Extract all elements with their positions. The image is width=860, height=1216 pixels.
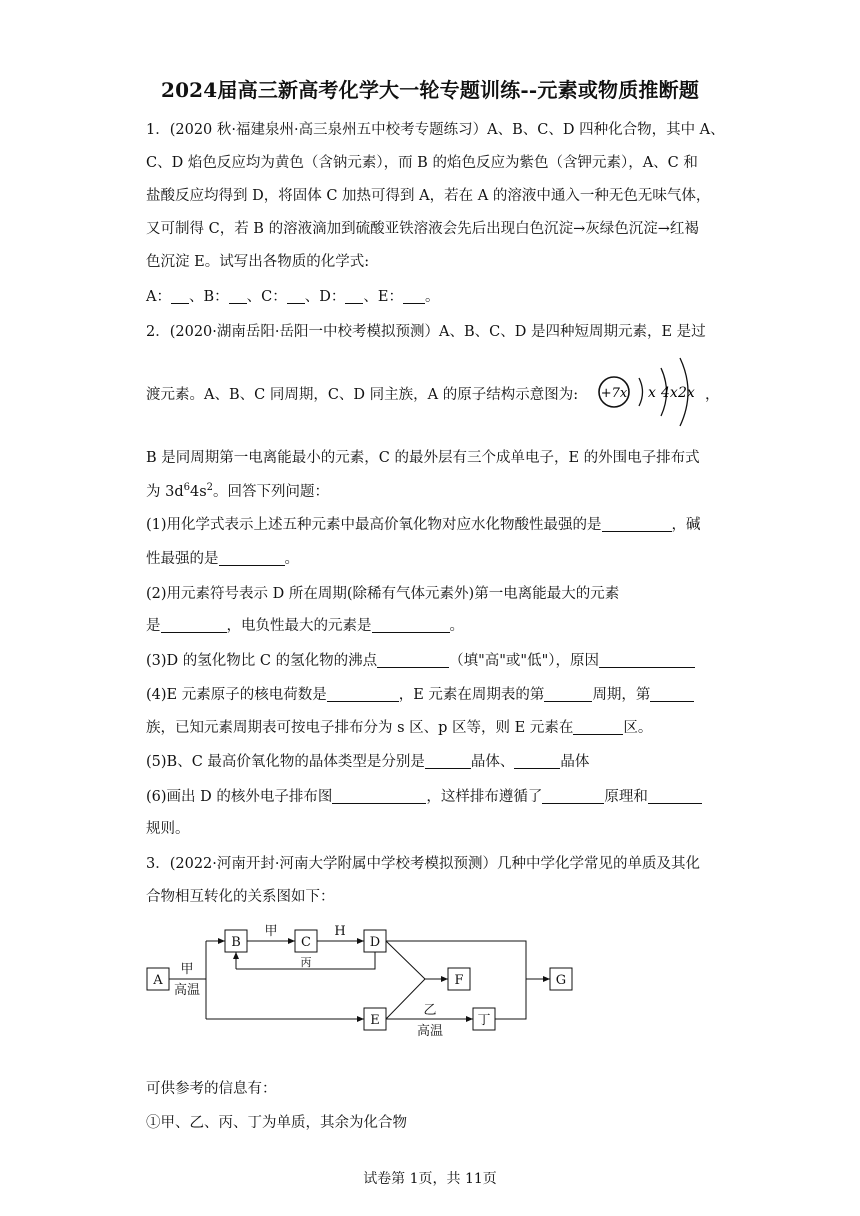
q2-p5-text-a: (5)B、C 最高价氧化物的晶体类型是分别是 xyxy=(146,754,425,770)
q2-part-6-line-2: 规则。 xyxy=(146,821,190,837)
q2-p6-text-b: ，这样排布遵循了 xyxy=(426,789,543,805)
q1-line-5: 色沉淀 E。试写出各物质的化学式: xyxy=(146,254,370,270)
q2-part-2-line-2 xyxy=(146,614,464,635)
q2-p4-text-c: 周期，第 xyxy=(592,687,651,703)
q2-p2-blank-2[interactable] xyxy=(372,618,450,634)
label-G: G xyxy=(555,973,567,988)
q2-line-3: B 是同周期第一电离能最小的元素，C 的最外层有三个成单电子，E 的外围电子排布式 xyxy=(146,450,700,466)
q1-label-c: 、C： xyxy=(246,289,287,305)
atom-structure-diagram xyxy=(596,352,716,432)
label-yi: 乙 xyxy=(423,1003,437,1018)
q1-blank-b[interactable] xyxy=(229,289,247,305)
q1-line-3: 盐酸反应均得到 D，将固体 C 加热可得到 A，若在 A 的溶液中通入一种无色无味气体， xyxy=(146,188,711,204)
label-gaowen-2: 高温 xyxy=(416,1024,444,1039)
q2-p2-blank-1[interactable] xyxy=(161,618,227,634)
q2-p3-text-a: (3)D 的氢化物比 C 的氢化物的沸点 xyxy=(146,653,378,669)
label-bing: 丙 xyxy=(300,956,312,969)
q2-line-4-b: 4s xyxy=(190,484,207,500)
conversion-relation-diagram xyxy=(140,915,590,1040)
q2-line-4-c: 。回答下列问题： xyxy=(213,484,330,500)
q2-p6-blank-3[interactable] xyxy=(648,789,702,805)
q3-line-2: 合物相互转化的关系图如下： xyxy=(146,889,335,905)
q3-info-1: ①甲、乙、丙、丁为单质，其余为化合物 xyxy=(146,1115,407,1131)
q2-p1-text-b: ，碱 xyxy=(671,517,701,533)
q1-blank-e[interactable] xyxy=(403,289,425,305)
q2-p4-blank-3[interactable] xyxy=(650,687,694,703)
q2-p4-blank-1[interactable] xyxy=(327,687,399,703)
q1-label-b: 、B： xyxy=(188,289,229,305)
label-E: E xyxy=(370,1013,380,1028)
label-D: D xyxy=(369,935,381,950)
q2-sup-6: 6 xyxy=(183,482,190,494)
q2-p6-text-c: 原理和 xyxy=(604,789,648,805)
q2-p5-text-b: 晶体、 xyxy=(470,754,515,770)
shell-1-electrons: x xyxy=(648,385,656,401)
q2-p3-blank-1[interactable] xyxy=(377,653,449,669)
q2-part-6-line-1 xyxy=(146,785,702,806)
q3-line-1: 3．(2022·河南开封·河南大学附属中学校考模拟预测）几种中学化学常见的单质及其化 xyxy=(146,856,700,872)
q1-blank-c[interactable] xyxy=(287,289,305,305)
q2-line-1: 2．(2020·湖南岳阳·岳阳一中校考模拟预测）A、B、C、D 是四种短周期元素，E 是过 xyxy=(146,324,706,340)
q2-sup-2: 2 xyxy=(206,482,214,494)
nucleus-charge: +7x xyxy=(600,386,628,401)
page-footer: 试卷第 1页，共 11页 xyxy=(363,1171,497,1187)
q1-blank-d[interactable] xyxy=(345,289,363,305)
label-B: B xyxy=(231,935,241,950)
q1-label-d: 、D： xyxy=(304,289,346,305)
q2-part-2-line-1: (2)用元素符号表示 D 所在周期(除稀有气体元素外)第一电离能最大的元素 xyxy=(146,586,620,602)
q1-line-1: 1．(2020 秋·福建泉州·高三泉州五中校考专题练习）A、B、C、D 四种化合物，其中 A、 xyxy=(146,122,725,138)
shell-3-electrons: 2x xyxy=(678,385,695,401)
q1-line-2: C、D 焰色反应均为黄色（含钠元素），而 B 的焰色反应为紫色（含钾元素），A、C 和 xyxy=(146,155,698,171)
q1-line-4: 又可制得 C，若 B 的溶液滴加到硫酸亚铁溶液会先后出现白色沉淀→灰绿色沉淀→红褐 xyxy=(146,221,699,237)
q1-label-e: 、E： xyxy=(363,289,403,305)
q2-p5-blank-1[interactable] xyxy=(425,754,471,770)
q2-p5-blank-2[interactable] xyxy=(514,754,560,770)
q2-line-2-end: ， xyxy=(705,387,720,403)
label-H: H xyxy=(334,924,346,939)
q2-part-4-line-1 xyxy=(146,683,694,704)
q2-p4-text-b: ，E 元素在周期表的第 xyxy=(398,687,545,703)
q1-end: 。 xyxy=(424,289,440,305)
q2-part-5 xyxy=(146,750,589,771)
q2-p4-text-e: 区。 xyxy=(623,720,653,736)
q2-p3-text-b: （填"高"或"低"），原因 xyxy=(449,653,600,669)
q2-p1-blank-2[interactable] xyxy=(219,551,285,567)
q2-p4-text-a: (4)E 元素原子的核电荷数是 xyxy=(146,687,327,703)
q2-p4-text-d: 族，已知元素周期表可按电子排布分为 s 区、p 区等，则 E 元素在 xyxy=(146,720,574,736)
label-C: C xyxy=(301,935,311,950)
q2-p1-text-d: 。 xyxy=(284,551,299,567)
q2-part-1-line-2 xyxy=(146,547,299,568)
q2-p4-blank-4[interactable] xyxy=(573,720,623,736)
q2-part-4-line-2 xyxy=(146,716,652,737)
q2-p6-blank-2[interactable] xyxy=(542,789,604,805)
q2-line-2 xyxy=(146,383,578,404)
q2-p1-text: (1)用化学式表示上述五种元素中最高价氧化物对应水化物酸性最强的是 xyxy=(146,517,602,533)
q2-p5-text-c: 晶体 xyxy=(560,754,590,770)
q2-p2-text-b: 是 xyxy=(146,618,161,634)
page-title: 2024届高三新高考化学大一轮专题训练--元素或物质推断题 xyxy=(160,78,700,102)
q2-p3-blank-2[interactable] xyxy=(599,653,695,669)
q2-p6-blank-1[interactable] xyxy=(332,789,426,805)
q1-answer-line xyxy=(146,285,439,306)
q2-line-4-a: 为 3d xyxy=(146,484,184,500)
q3-info-title: 可供参考的信息有： xyxy=(146,1081,277,1097)
q2-p1-text-c: 性最强的是 xyxy=(146,551,219,567)
q1-label-a: A： xyxy=(146,289,171,305)
q2-line-4 xyxy=(146,480,329,501)
label-jia-2: 甲 xyxy=(264,924,278,939)
q2-part-1-line-1 xyxy=(146,513,701,534)
label-gaowen-1: 高温 xyxy=(173,983,201,998)
q2-p4-blank-2[interactable] xyxy=(544,687,592,703)
label-jia-1: 甲 xyxy=(180,962,194,977)
q2-p6-text-a: (6)画出 D 的核外电子排布图 xyxy=(146,789,333,805)
q1-blank-a[interactable] xyxy=(171,289,189,305)
label-ding: 丁 xyxy=(477,1013,491,1028)
q2-p1-blank-1[interactable] xyxy=(602,517,672,533)
q2-part-3 xyxy=(146,649,695,670)
q2-line-2-text: 渡元素。A、B、C 同周期，C、D 同主族，A 的原子结构示意图为: xyxy=(146,387,579,403)
shell-arc-1 xyxy=(639,378,643,406)
shell-2-electrons: 4x xyxy=(661,385,678,401)
q2-p2-text-c: ，电负性最大的元素是 xyxy=(226,618,372,634)
label-F: F xyxy=(454,973,464,988)
q2-p2-text-d: 。 xyxy=(449,618,464,634)
label-A: A xyxy=(153,973,163,988)
